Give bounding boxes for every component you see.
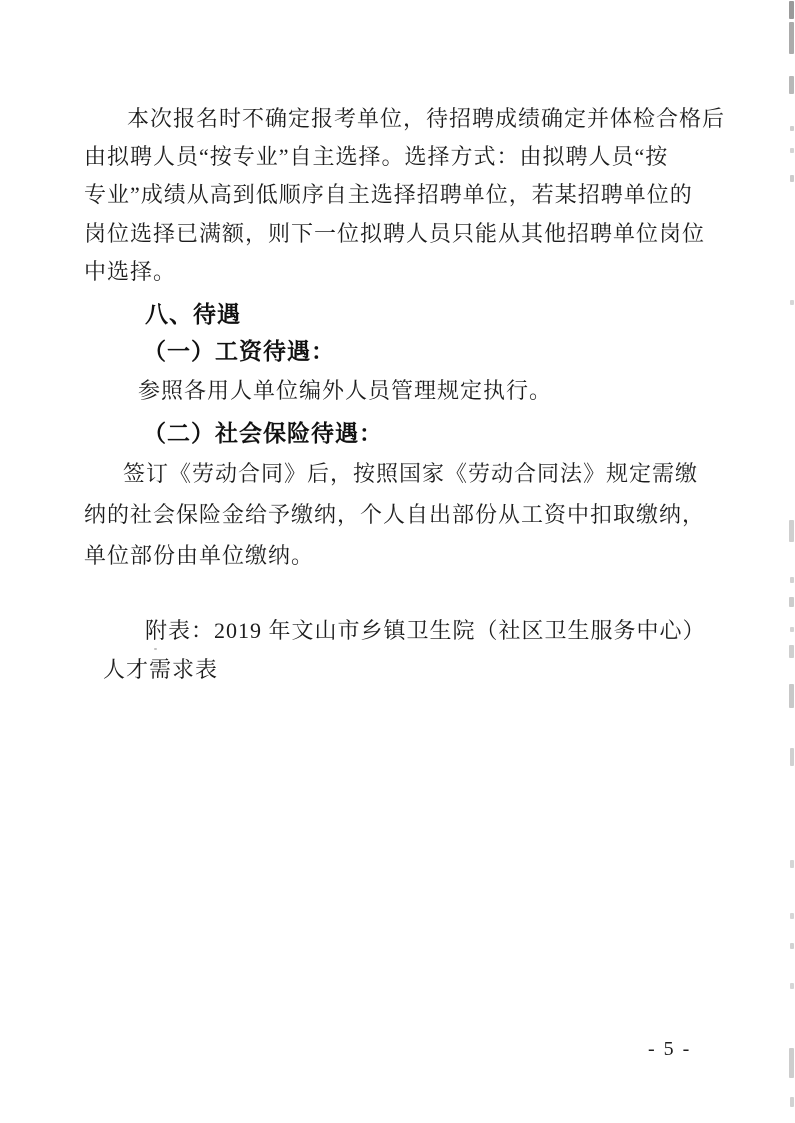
paragraph-line: 纳的社会保险金给予缴纳，个人自出部份从工资中扣取缴纳，	[84, 502, 706, 527]
paragraph-line: 中选择。	[84, 259, 177, 284]
scan-artifact	[790, 627, 794, 632]
scan-artifact	[790, 148, 794, 153]
paragraph-line: 由拟聘人员“按专业”自主选择。选择方式：由拟聘人员“按	[84, 144, 669, 169]
scan-artifact	[790, 175, 794, 182]
scan-artifact	[790, 983, 794, 989]
scan-artifact	[790, 943, 794, 949]
scan-artifact	[790, 577, 794, 583]
paragraph-line: 岗位选择已满额，则下一位拟聘人员只能从其他招聘单位岗位	[84, 221, 706, 246]
scan-artifact	[789, 684, 794, 708]
paragraph-line: 签订《劳动合同》后，按照国家《劳动合同法》规定需缴	[123, 461, 699, 486]
paragraph-line: 单位部份由单位缴纳。	[84, 543, 315, 568]
scan-artifact	[789, 520, 794, 542]
scan-artifact	[790, 913, 794, 919]
scan-artifact	[790, 748, 794, 766]
scan-artifact	[790, 1097, 794, 1107]
scan-artifact	[789, 645, 794, 658]
subsection-heading-salary: （一）工资待遇：	[143, 339, 335, 364]
scan-artifact	[790, 860, 794, 868]
scan-artifact	[789, 76, 794, 94]
paragraph-line: 专业”成绩从高到低顺序自主选择招聘单位，若某招聘单位的	[84, 182, 693, 207]
scan-artifact	[790, 126, 794, 131]
attachment-note-line: 人才需求表	[103, 657, 219, 682]
scan-artifact	[789, 22, 794, 54]
paragraph-line: 参照各用人单位编外人员管理规定执行。	[138, 378, 553, 403]
subsection-heading-social-insurance: （二）社会保险待遇：	[143, 421, 383, 446]
scan-speck	[154, 648, 157, 650]
scan-artifact	[789, 1, 794, 19]
section-heading-benefits: 八、待遇	[145, 302, 241, 327]
paragraph-line: 本次报名时不确定报考单位，待招聘成绩确定并体检合格后	[127, 106, 726, 131]
scan-artifact	[789, 1048, 794, 1078]
attachment-note-line: 附表：2019 年文山市乡镇卫生院（社区卫生服务中心）	[145, 618, 706, 643]
scan-artifact	[790, 300, 794, 305]
page-number: - 5 -	[648, 1038, 692, 1060]
scan-artifact	[789, 597, 794, 607]
